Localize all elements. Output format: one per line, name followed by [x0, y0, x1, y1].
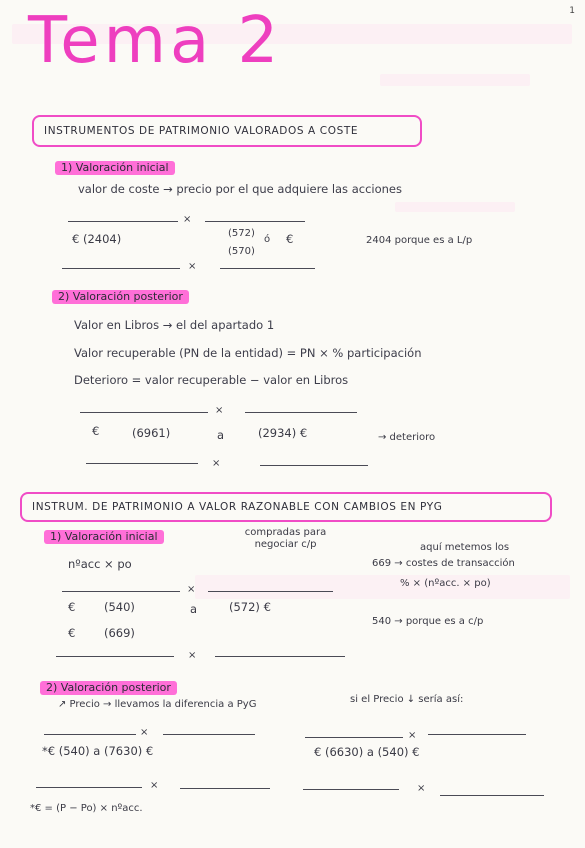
page-number: 1	[569, 6, 575, 16]
bleed-through-band	[380, 74, 530, 86]
note-line: % × (nºacc. × po)	[400, 578, 491, 589]
journal-line	[80, 412, 208, 413]
formula: nºacc × po	[68, 557, 132, 571]
journal-x-mark: ×	[408, 730, 417, 741]
entry-euro: €	[68, 600, 76, 614]
entry-right: € (6630) a (540) €	[314, 745, 420, 759]
entry-note: → deterioro	[378, 432, 436, 443]
subsection-label: 2) Valoración posterior	[40, 681, 177, 695]
text-line: Deterioro = valor recuperable − valor en Libros	[74, 373, 349, 387]
entry-note: 2404 porque es a L/p	[366, 235, 473, 246]
entry-debit: (540)	[104, 600, 135, 614]
journal-line	[180, 788, 270, 789]
definition-text: valor de coste → precio por el que adquiere las acciones	[78, 182, 402, 196]
journal-line	[260, 465, 368, 466]
journal-line	[163, 734, 255, 735]
side-note: compradas para negociar c/p	[244, 527, 327, 550]
entry-a: a	[217, 428, 225, 442]
journal-line	[86, 463, 198, 464]
page-title: Tema 2	[28, 4, 283, 78]
journal-line	[428, 734, 526, 735]
entry-debit-euro: €	[92, 424, 100, 438]
entry-or: ó	[264, 234, 271, 245]
journal-line	[36, 787, 142, 788]
journal-line	[205, 221, 305, 222]
section-heading-box	[20, 492, 552, 522]
journal-line	[56, 656, 174, 657]
bleed-through-band	[195, 575, 570, 599]
entry-credit-alt: (570)	[228, 246, 255, 257]
journal-line	[245, 412, 357, 413]
entry-credit: (572)	[228, 228, 255, 239]
journal-x-mark: ×	[150, 780, 159, 791]
entry-credit: (572) €	[229, 600, 271, 614]
journal-line	[303, 789, 399, 790]
section-heading: INSTRUM. DE PATRIMONIO A VALOR RAZONABLE CON CAMBIOS EN PYG	[32, 501, 443, 513]
entry-left: *€ (540) a (7630) €	[42, 744, 154, 758]
journal-line	[440, 795, 544, 796]
text-line: Valor en Libros → el del apartado 1	[74, 318, 275, 332]
journal-x-mark: ×	[215, 405, 224, 416]
entry-credit-euro: €	[286, 232, 294, 246]
text-line: ↗ Precio → llevamos la diferencia a PyG	[58, 699, 257, 710]
journal-x-mark: ×	[417, 783, 426, 794]
subsection-label: 1) Valoración inicial	[44, 530, 164, 544]
journal-line	[305, 737, 403, 738]
footnote: *€ = (P − Po) × nºacc.	[30, 803, 143, 814]
journal-x-mark: ×	[188, 261, 197, 272]
entry-debit: (669)	[104, 626, 135, 640]
journal-x-mark: ×	[183, 214, 192, 225]
journal-x-mark: ×	[188, 650, 197, 661]
entry-debit: (6961)	[132, 426, 171, 440]
journal-line	[208, 591, 333, 592]
note-line: 669 → costes de transacción	[372, 558, 515, 569]
note-line: 540 → porque es a c/p	[372, 616, 484, 627]
entry-debit: € (2404)	[72, 232, 122, 246]
journal-x-mark: ×	[212, 458, 221, 469]
subsection-label: 2) Valoración posterior	[52, 290, 189, 304]
entry-credit: (2934) €	[258, 426, 308, 440]
journal-line	[62, 591, 180, 592]
journal-line	[44, 734, 136, 735]
note-line: aquí metemos los	[420, 542, 510, 553]
bleed-through-band	[395, 202, 515, 212]
subsection-label: 1) Valoración inicial	[55, 161, 175, 175]
journal-line	[62, 268, 180, 269]
entry-euro: €	[68, 626, 76, 640]
text-line: si el Precio ↓ sería así:	[350, 694, 464, 705]
journal-x-mark: ×	[187, 584, 196, 595]
journal-x-mark: ×	[140, 727, 149, 738]
journal-line	[215, 656, 345, 657]
text-line: Valor recuperable (PN de la entidad) = PN × % participación	[74, 346, 422, 360]
journal-line	[68, 221, 178, 222]
entry-a: a	[190, 602, 198, 616]
journal-line	[220, 268, 315, 269]
section-heading: INSTRUMENTOS DE PATRIMONIO VALORADOS A COSTE	[44, 125, 359, 137]
section-heading-box	[32, 115, 422, 147]
